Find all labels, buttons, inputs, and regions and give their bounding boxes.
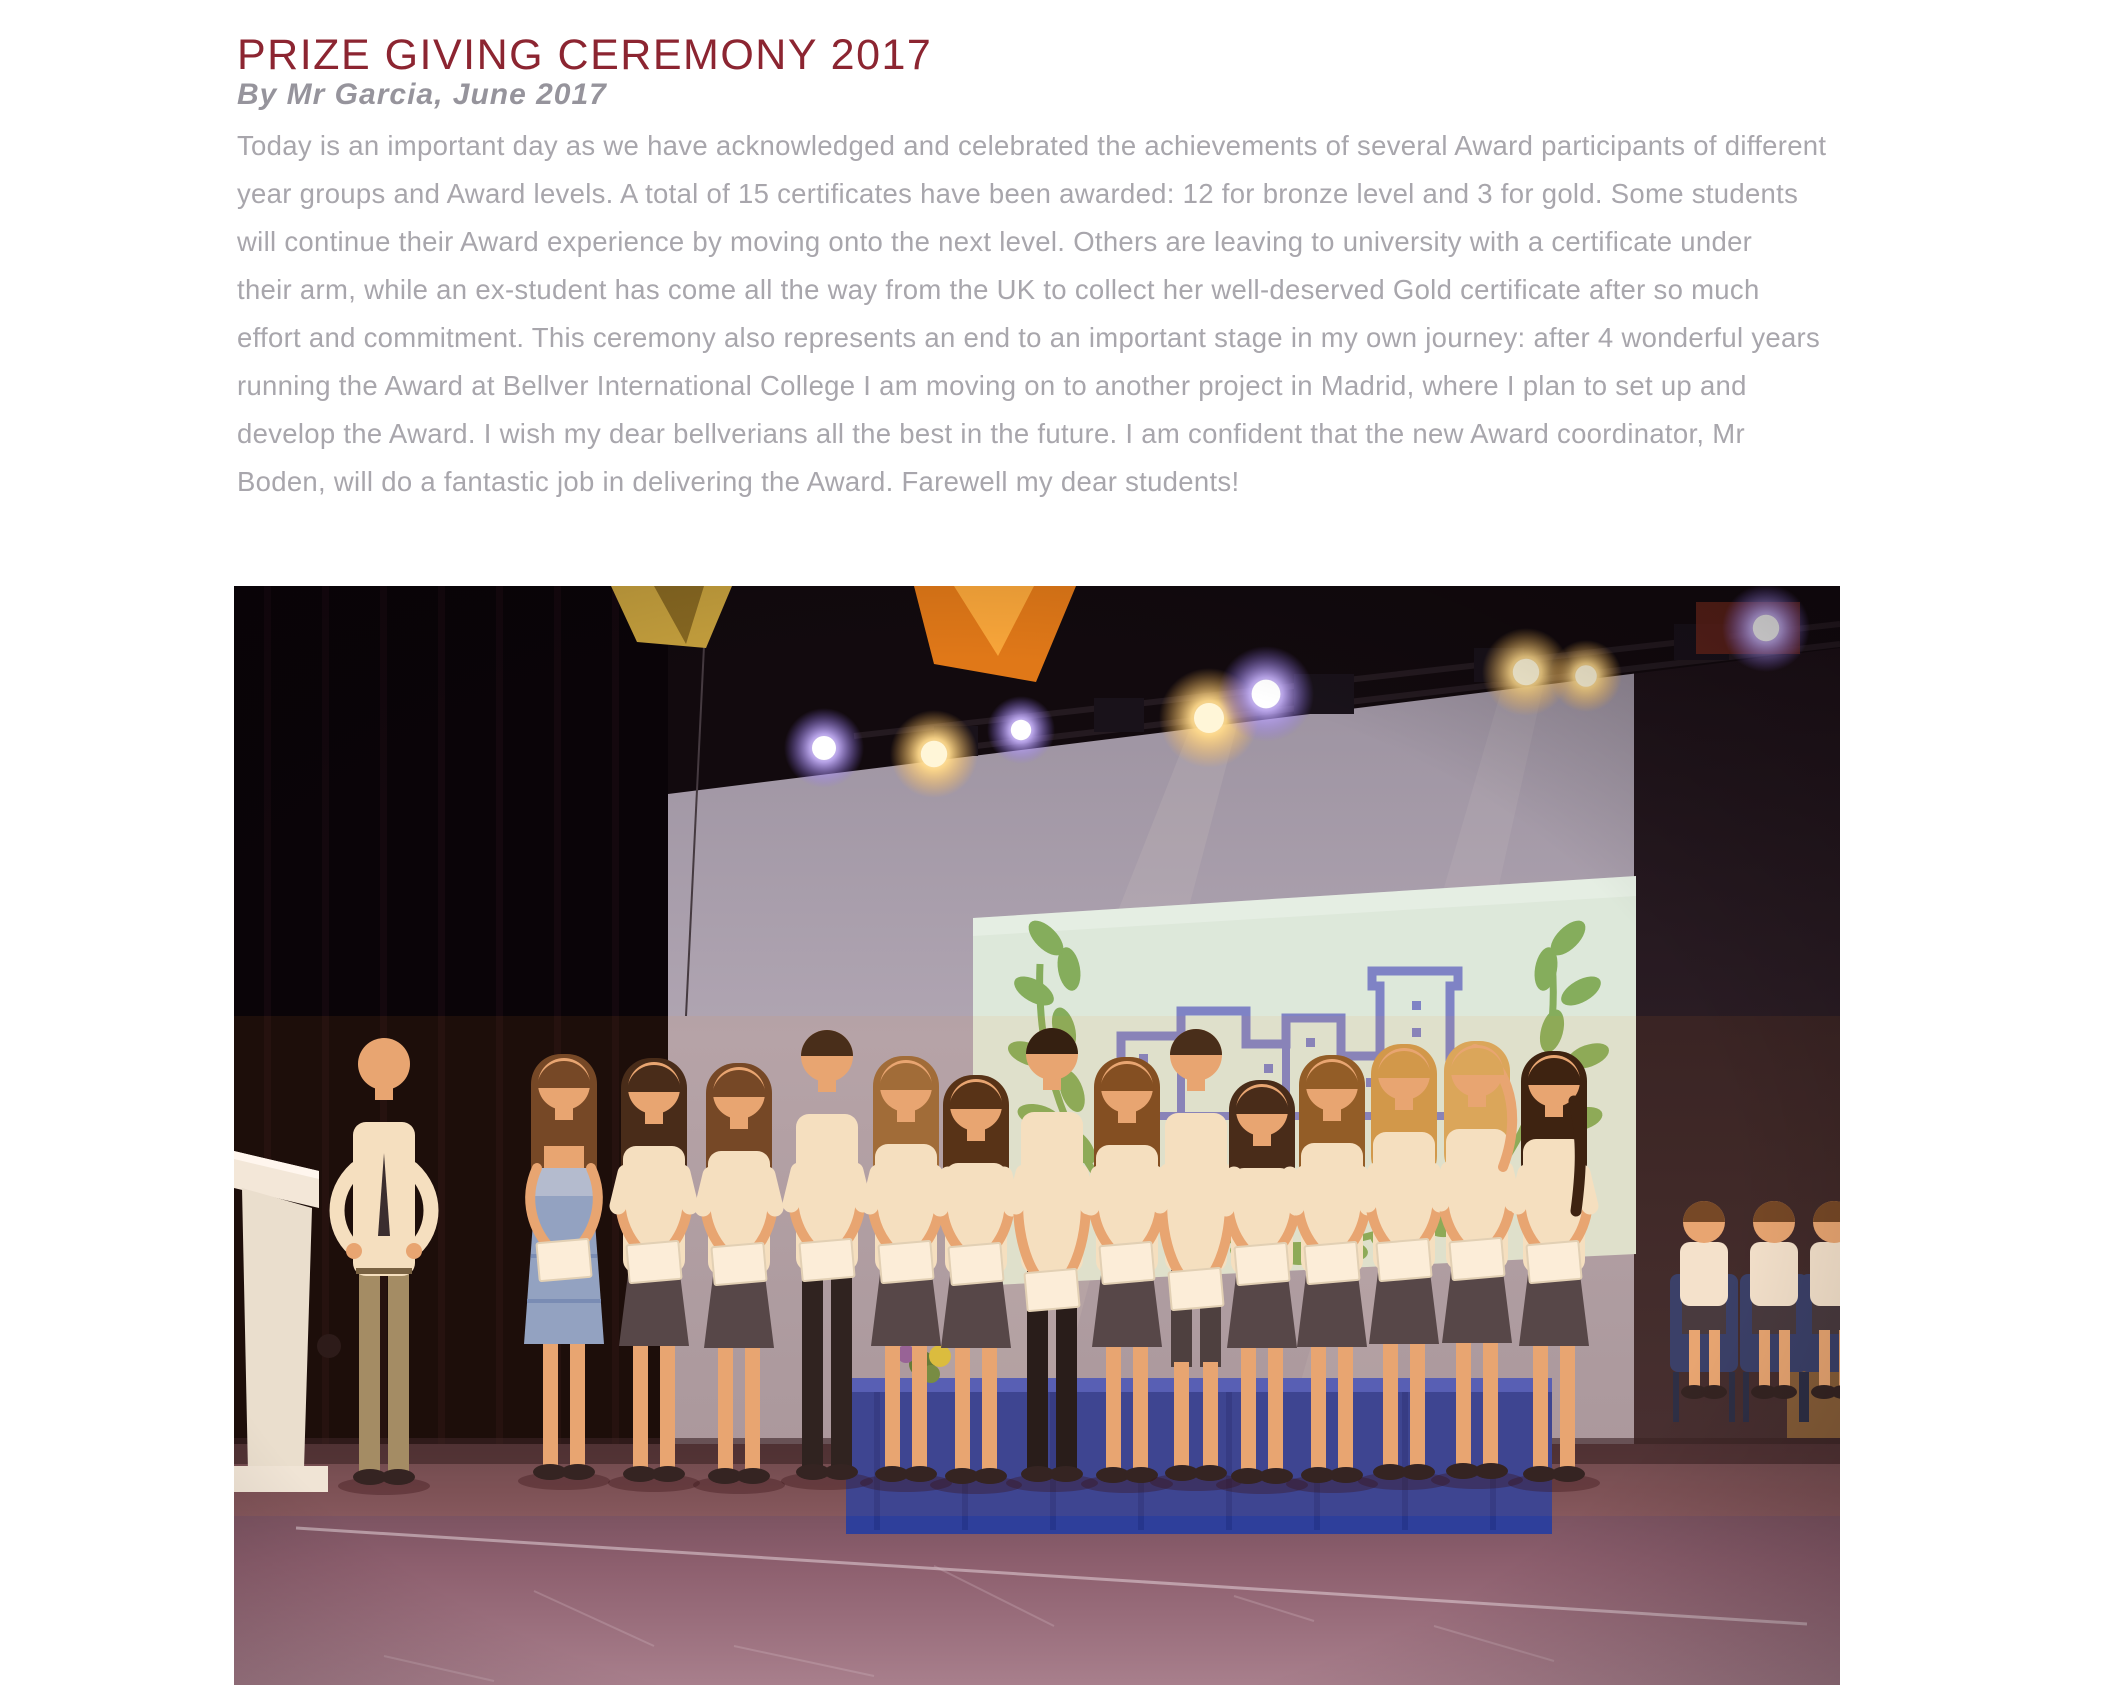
article-body: [237, 122, 1826, 506]
ceremony-photo-image: [234, 586, 1840, 1685]
body-line: running the Award at Bellver International College I am moving on to another project in Madrid, where I plan to set up and: [237, 370, 1747, 401]
page-title: PRIZE GIVING CEREMONY 2017: [237, 30, 933, 79]
byline: By Mr Garcia, June 2017: [237, 78, 607, 111]
ceremony-photo: [234, 586, 1840, 1685]
body-line: Boden, will do a fantastic job in delivering the Award. Farewell my dear students!: [237, 466, 1240, 497]
body-line: year groups and Award levels. A total of 15 certificates have been awarded: 12 for bronze level and 3 for gold. Some students: [237, 178, 1799, 209]
body-line: their arm, while an ex-student has come all the way from the UK to collect her well-deserved Gold certificate after so much: [237, 274, 1760, 305]
body-line: develop the Award. I wish my dear bellverians all the best in the future. I am confident that the new Award coordinator, Mr: [237, 418, 1745, 449]
body-line: will continue their Award experience by moving onto the next level. Others are leaving to university with a certificate under: [237, 226, 1753, 257]
body-line: effort and commitment. This ceremony also represents an end to an important stage in my own journey: after 4 wonderful years: [237, 322, 1821, 353]
body-line: Today is an important day as we have acknowledged and celebrated the achievements of several Award participants of different: [237, 130, 1827, 161]
